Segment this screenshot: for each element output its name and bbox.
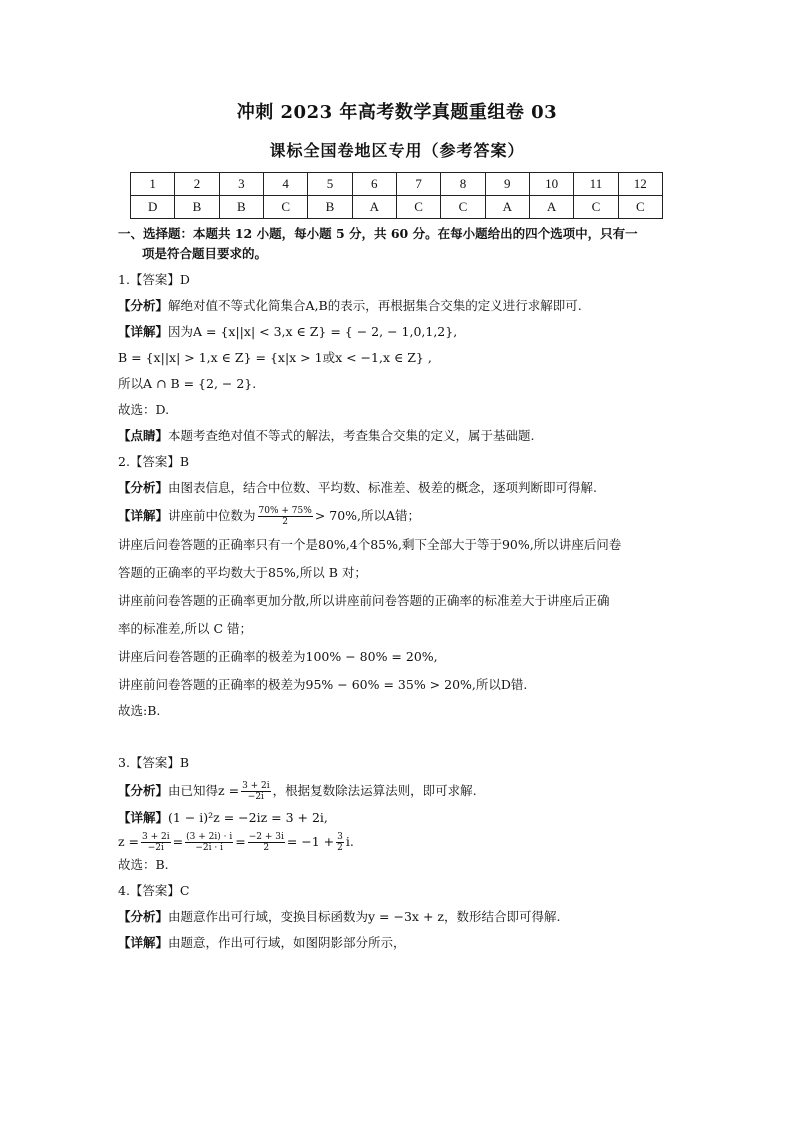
q2-analysis: 【分析】由图表信息，结合中位数、平均数、标准差、极差的概念，逐项判断即可得解.	[118, 480, 597, 495]
q2-detail-d2: 讲座前问卷答题的正确率的极差为95% − 60% = 35% > 20%,所以D错.	[118, 677, 528, 692]
answer-table-number-cell: 6	[352, 173, 396, 196]
q2-detail-b1: 讲座后问卷答题的正确率只有一个是80%,4个85%,剩下全部大于等于90%,所以讲座后问卷	[118, 537, 622, 552]
q4-analysis: 【分析】由题意作出可行域，变换目标函数为y = −3x + z，数形结合即可得解.	[118, 909, 561, 924]
answer-table-number-cell: 12	[618, 173, 662, 196]
answer-table-number-row	[131, 173, 663, 196]
answer-table-answer-cell: A	[529, 196, 573, 219]
q2-answer: 2.【答案】B	[118, 454, 190, 469]
answer-table-answer-cell: C	[263, 196, 307, 219]
q2-detail-c1: 讲座前问卷答题的正确率更加分散,所以讲座前问卷答题的正确率的标准差大于讲座后正确	[118, 593, 610, 608]
q3-choose: 故选：B.	[118, 857, 169, 872]
fraction-1: $\frac{3 + 2i}{-2i}$	[142, 832, 170, 853]
section-heading-cont: 项是符合题目要求的。	[142, 246, 268, 261]
q2-choose: 故选:B.	[118, 703, 161, 718]
answer-table-answer-cell: B	[175, 196, 219, 219]
answer-table-answer-row	[131, 196, 663, 219]
q3-detail-line2: z = $\frac{3 + 2i}{-2i}$ = $\frac{(3 + 2i) \cdot i}{-2i \cdot i}$ = $\frac{-2 + 3i}{2}$ = −1 + $\frac{3}{2}$ i.	[118, 832, 354, 853]
fraction-3: $\frac{-2 + 3i}{2}$	[248, 832, 284, 853]
answer-table-answer-cell: B	[219, 196, 263, 219]
document-body	[118, 224, 686, 953]
answer-table-number-cell: 9	[485, 173, 529, 196]
section-heading: 一、选择题：本题共 12 小题，每小题 5 分，共 60 分。在每小题给出的四个选项中，只有一	[118, 226, 638, 241]
q4-detail: 【详解】由题意，作出可行域，如图阴影部分所示，	[118, 935, 406, 950]
page-title: 冲刺 2023 年高考数学真题重组卷 03	[236, 102, 558, 123]
answer-table-answer-cell: C	[618, 196, 662, 219]
q1-choose: 故选：D.	[118, 402, 170, 417]
answer-table-number-cell: 10	[529, 173, 573, 196]
answer-table-number-cell: 7	[396, 173, 440, 196]
answer-table-answer-cell: A	[352, 196, 396, 219]
answer-table-number-cell: 5	[308, 173, 352, 196]
q1-detail: 【详解】因为A = {x||x| < 3,x ∈ Z} = { − 2, − 1,0,1,2},	[118, 324, 458, 339]
q2-detail-c2: 率的标准差,所以 C 错；	[118, 621, 252, 636]
answer-table-number-cell: 2	[175, 173, 219, 196]
answer-table-number-cell: 1	[131, 173, 175, 196]
q3-detail: 【详解】(1 − i)²z = −2iz = 3 + 2i,	[118, 810, 328, 825]
answer-table	[130, 172, 663, 219]
answer-table-answer-cell: A	[485, 196, 529, 219]
equals-sign: =	[235, 834, 246, 849]
median-fraction: $\frac{70\% + 75\%}{2}$	[258, 506, 312, 527]
answer-table-answer-cell: C	[396, 196, 440, 219]
q1-comment: 【点睛】本题考查绝对值不等式的解法，考查集合交集的定义，属于基础题.	[118, 428, 535, 443]
q1-analysis: 【分析】解绝对值不等式化简集合A,B的表示，再根据集合交集的定义进行求解即可.	[118, 298, 582, 313]
z-fraction: $\frac{3 + 2i}{-2i}$	[242, 781, 270, 802]
answer-table-answer-cell: C	[574, 196, 618, 219]
answer-table-answer-cell: D	[131, 196, 175, 219]
answer-table-number-cell: 8	[441, 173, 485, 196]
fraction-4: $\frac{3}{2}$	[337, 832, 343, 853]
q1-answer: 1.【答案】D	[118, 272, 190, 287]
answer-table-answer-cell: C	[441, 196, 485, 219]
page-subtitle: 课标全国卷地区专用（参考答案）	[269, 141, 525, 160]
q1-detail-line3: 所以A ∩ B = {2, − 2}.	[118, 376, 257, 391]
answer-table-number-cell: 3	[219, 173, 263, 196]
fraction-2: $\frac{(3 + 2i) \cdot i}{-2i \cdot i}$	[186, 832, 233, 853]
q4-answer: 4.【答案】C	[118, 883, 190, 898]
answer-table-number-cell: 4	[263, 173, 307, 196]
answer-table-answer-cell: B	[308, 196, 352, 219]
q2-detail-d1: 讲座后问卷答题的正确率的极差为100% − 80% = 20%,	[118, 649, 438, 664]
q1-detail-line2: B = {x||x| > 1,x ∈ Z} = {x|x > 1或x < −1,x ∈ Z} ,	[118, 350, 432, 365]
q3-answer: 3.【答案】B	[118, 755, 190, 770]
answer-table-number-cell: 11	[574, 173, 618, 196]
q2-detail-b2: 答题的正确率的平均数大于85%,所以 B 对；	[118, 565, 367, 580]
q2-detail: 【详解】讲座前中位数为 $\frac{70\% + 75\%}{2}$ > 70%,所以A错；	[118, 506, 421, 527]
q3-analysis: 【分析】由已知得z = $\frac{3 + 2i}{-2i}$ ，根据复数除法运算法则，即可求解.	[118, 781, 477, 802]
